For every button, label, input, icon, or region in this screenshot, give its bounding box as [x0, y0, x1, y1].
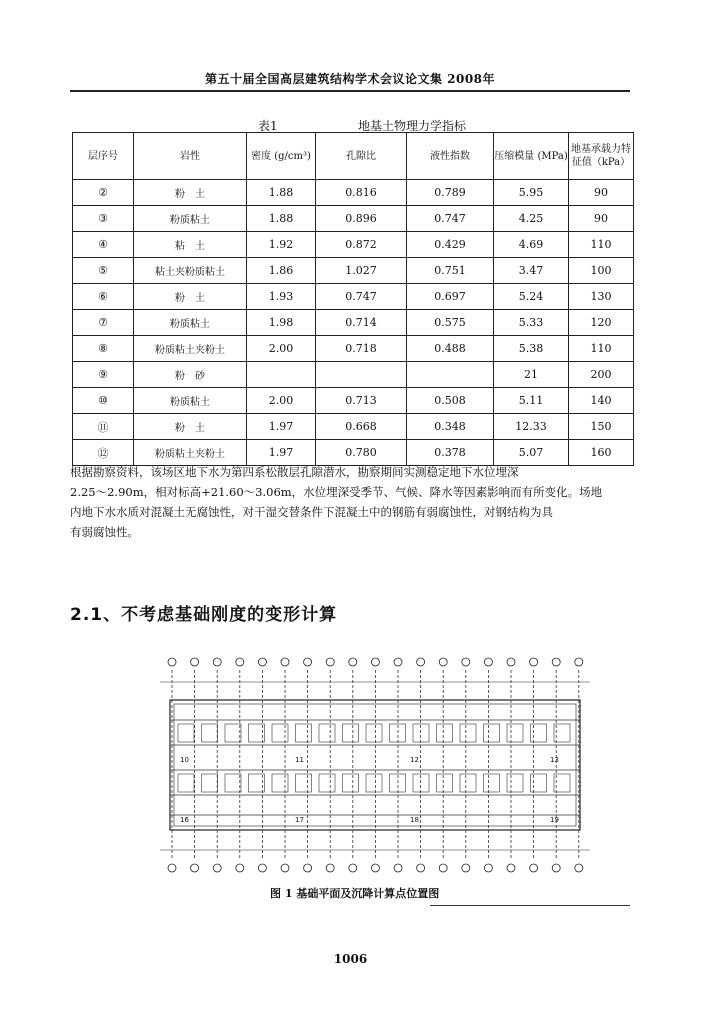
axis-bubble — [349, 658, 357, 666]
figure-caption: 图 1 基础平面及沉降计算点位置图 — [270, 887, 440, 900]
table-cell: 100 — [569, 258, 634, 284]
settlement-point-label: 11 — [295, 756, 304, 764]
foundation-cell — [225, 774, 241, 792]
foundation-cell — [390, 774, 406, 792]
col-density: 密度 (g/cm³) — [247, 133, 316, 180]
col-liquidity: 液性指数 — [407, 133, 494, 180]
settlement-point-label: 17 — [295, 816, 304, 824]
table-cell-lithology: 粉质粘土 — [134, 388, 247, 414]
header-rule — [70, 90, 630, 92]
table-cell: ② — [73, 180, 134, 206]
table-cell: 5.07 — [494, 440, 569, 466]
axis-bubble — [191, 864, 199, 872]
groundwater-paragraph — [70, 462, 632, 542]
table-cell: 120 — [569, 310, 634, 336]
axis-bubble — [304, 658, 312, 666]
foundation-cell — [225, 724, 241, 742]
table-cell-lithology: 粉 砂 — [134, 362, 247, 388]
table-cell: 1.92 — [247, 232, 316, 258]
axis-bubble — [213, 864, 221, 872]
axis-bubble — [394, 864, 402, 872]
table-cell: 1.98 — [247, 310, 316, 336]
axis-bubble — [507, 864, 515, 872]
section-heading: 2.1、不考虑基础刚度的变形计算 — [70, 605, 338, 625]
axis-bubble — [552, 864, 560, 872]
foundation-cell — [437, 724, 453, 742]
axis-bubble — [168, 658, 176, 666]
table-cell: 110 — [569, 232, 634, 258]
table-cell-lithology: 粉质粘土夹粉土 — [134, 336, 247, 362]
axis-bubble — [258, 864, 266, 872]
table-cell: ⑤ — [73, 258, 134, 284]
col-bearing: 地基承载力特征值（kPa） — [569, 133, 634, 180]
table-cell-lithology: 粉 土 — [134, 284, 247, 310]
foundation-cell — [178, 724, 194, 742]
table-cell: 0.718 — [316, 336, 407, 362]
table-cell: 0.780 — [316, 440, 407, 466]
table-number: 表1 — [258, 119, 278, 133]
table-cell: 0.714 — [316, 310, 407, 336]
table-cell: 130 — [569, 284, 634, 310]
table-cell: 2.00 — [247, 388, 316, 414]
col-modulus: 压缩模量 (MPa) — [494, 133, 569, 180]
table-row — [73, 336, 634, 362]
foundation-cell — [437, 774, 453, 792]
foundation-cell — [272, 774, 288, 792]
axis-bubble — [484, 864, 492, 872]
table-cell: 5.24 — [494, 284, 569, 310]
table-cell: 3.47 — [494, 258, 569, 284]
axis-bubble — [530, 658, 538, 666]
axis-bubble — [575, 658, 583, 666]
table-cell: 0.872 — [316, 232, 407, 258]
foundation-cell — [460, 724, 476, 742]
axis-bubble — [530, 864, 538, 872]
axis-bubble — [236, 658, 244, 666]
foundation-plan-figure — [160, 650, 590, 875]
table-cell: 200 — [569, 362, 634, 388]
table-cell: 1.86 — [247, 258, 316, 284]
foundation-cell — [296, 774, 312, 792]
table-row — [73, 206, 634, 232]
foundation-cell — [343, 774, 359, 792]
foundation-cell — [507, 774, 523, 792]
table-cell: 0.896 — [316, 206, 407, 232]
table-cell: ⑨ — [73, 362, 134, 388]
table-cell-lithology: 粘 土 — [134, 232, 247, 258]
table-cell: 0.668 — [316, 414, 407, 440]
foundation-cell — [484, 724, 500, 742]
table-cell: 0.488 — [407, 336, 494, 362]
foundation-cell — [202, 774, 218, 792]
axis-bubble — [507, 658, 515, 666]
table-cell: ④ — [73, 232, 134, 258]
axis-bubble — [394, 658, 402, 666]
axis-bubble — [281, 658, 289, 666]
axis-bubble — [552, 658, 560, 666]
table-cell: 90 — [569, 180, 634, 206]
table-cell: 0.378 — [407, 440, 494, 466]
table-cell: 1.93 — [247, 284, 316, 310]
table-cell: ③ — [73, 206, 134, 232]
axis-bubble — [575, 864, 583, 872]
settlement-point-label: 12 — [410, 756, 419, 764]
table-cell: ⑥ — [73, 284, 134, 310]
paragraph-line: 内地下水水质对混凝土无腐蚀性，对干湿交替条件下混凝土中的钢筋有弱腐蚀性，对钢结构为具 — [70, 505, 553, 519]
settlement-points — [180, 756, 559, 824]
table-header-row — [73, 133, 634, 180]
table-cell: 150 — [569, 414, 634, 440]
axis-bubble — [304, 864, 312, 872]
foundation-cell — [296, 724, 312, 742]
table-row — [73, 310, 634, 336]
paragraph-line: 根据勘察资料，该场区地下水为第四系松散层孔隙潜水，勘察期间实测稳定地下水位埋深 — [70, 465, 519, 479]
foundation-cell — [319, 774, 335, 792]
table-cell: 1.97 — [247, 414, 316, 440]
table-row — [73, 362, 634, 388]
page-number: 1006 — [333, 952, 368, 966]
table-cell: ⑫ — [73, 440, 134, 466]
table-cell-lithology: 粉质粘土 — [134, 206, 247, 232]
foundation-cell — [484, 774, 500, 792]
axis-bubble — [236, 864, 244, 872]
foundation-cell — [531, 774, 547, 792]
table-row — [73, 258, 634, 284]
table-cell: 12.33 — [494, 414, 569, 440]
foundation-cell — [531, 724, 547, 742]
table-cell-lithology: 粉质粘土 — [134, 310, 247, 336]
table-cell: 5.33 — [494, 310, 569, 336]
table-cell: 0.747 — [407, 206, 494, 232]
table-cell: 4.69 — [494, 232, 569, 258]
table-cell: 0.751 — [407, 258, 494, 284]
table-cell: 1.97 — [247, 440, 316, 466]
axis-bubble — [258, 658, 266, 666]
foundation-grid — [170, 670, 580, 860]
table-cell: 1.88 — [247, 180, 316, 206]
settlement-point-label: 18 — [410, 816, 419, 824]
foundation-cell — [507, 724, 523, 742]
col-lithology: 岩性 — [134, 133, 247, 180]
table-cell: 90 — [569, 206, 634, 232]
table-cell: 21 — [494, 362, 569, 388]
footnote-rule — [430, 905, 630, 906]
foundation-cell — [390, 724, 406, 742]
table-cell: ⑦ — [73, 310, 134, 336]
table-cell: 0.348 — [407, 414, 494, 440]
axis-bubble — [462, 658, 470, 666]
foundation-cell — [272, 724, 288, 742]
foundation-cell — [178, 774, 194, 792]
table-cell: 2.00 — [247, 336, 316, 362]
table-name: 地基土物理力学指标 — [358, 119, 467, 133]
table-cell-lithology: 粘土夹粉质粘土 — [134, 258, 247, 284]
table-cell-lithology: 粉质粘土夹粉土 — [134, 440, 247, 466]
table-cell-lithology: 粉 土 — [134, 414, 247, 440]
col-layer: 层序号 — [73, 133, 134, 180]
axis-bubble — [484, 658, 492, 666]
axis-bubble — [191, 658, 199, 666]
table-cell: ⑧ — [73, 336, 134, 362]
table-cell: 0.789 — [407, 180, 494, 206]
axis-bubble — [462, 864, 470, 872]
table-cell: 5.95 — [494, 180, 569, 206]
col-void-ratio: 孔隙比 — [316, 133, 407, 180]
foundation-cell — [343, 724, 359, 742]
foundation-cell — [202, 724, 218, 742]
table-cell: 0.429 — [407, 232, 494, 258]
settlement-point-label: 19 — [550, 816, 559, 824]
paragraph-line: 有弱腐蚀性。 — [70, 525, 139, 539]
soil-properties-table — [72, 132, 634, 466]
foundation-cell — [460, 774, 476, 792]
table-cell: 4.25 — [494, 206, 569, 232]
table-cell — [316, 362, 407, 388]
axis-bubble — [417, 658, 425, 666]
paragraph-line: 2.25～2.90m，相对标高+21.60～3.06m，水位埋深受季节、气候、降水等因素影响而有所变化。场地 — [70, 485, 603, 499]
table-row — [73, 232, 634, 258]
settlement-point-label: 10 — [180, 756, 189, 764]
table-cell: 0.713 — [316, 388, 407, 414]
foundation-cell — [319, 724, 335, 742]
table-cell: 160 — [569, 440, 634, 466]
axis-bubble — [371, 864, 379, 872]
axis-bubble — [326, 658, 334, 666]
axis-bubble — [168, 864, 176, 872]
table-cell — [407, 362, 494, 388]
table-cell: 110 — [569, 336, 634, 362]
foundation-cell — [366, 724, 382, 742]
table-cell: 0.697 — [407, 284, 494, 310]
axis-bubble — [349, 864, 357, 872]
table-cell: 0.575 — [407, 310, 494, 336]
table-cell: 1.027 — [316, 258, 407, 284]
axis-bubble — [213, 658, 221, 666]
table-cell: ⑩ — [73, 388, 134, 414]
table-cell: 0.747 — [316, 284, 407, 310]
table-cell-lithology: 粉 土 — [134, 180, 247, 206]
table-cell: ⑪ — [73, 414, 134, 440]
table-row — [73, 388, 634, 414]
axis-bubble — [281, 864, 289, 872]
table-cell: 5.11 — [494, 388, 569, 414]
table-row — [73, 284, 634, 310]
table-cell: 0.816 — [316, 180, 407, 206]
table-row — [73, 180, 634, 206]
axis-bubble — [439, 658, 447, 666]
foundation-cell — [366, 774, 382, 792]
axis-bubble — [417, 864, 425, 872]
axis-bubble — [326, 864, 334, 872]
table-cell: 0.508 — [407, 388, 494, 414]
running-header: 第五十届全国高层建筑结构学术会议论文集 2008年 — [204, 72, 496, 86]
table-row — [73, 414, 634, 440]
settlement-point-label: 13 — [550, 756, 559, 764]
table-cell — [247, 362, 316, 388]
settlement-point-label: 16 — [180, 816, 189, 824]
axis-bubble — [371, 658, 379, 666]
table-cell: 140 — [569, 388, 634, 414]
axis-bubble — [439, 864, 447, 872]
table-cell: 1.88 — [247, 206, 316, 232]
table-cell: 5.38 — [494, 336, 569, 362]
